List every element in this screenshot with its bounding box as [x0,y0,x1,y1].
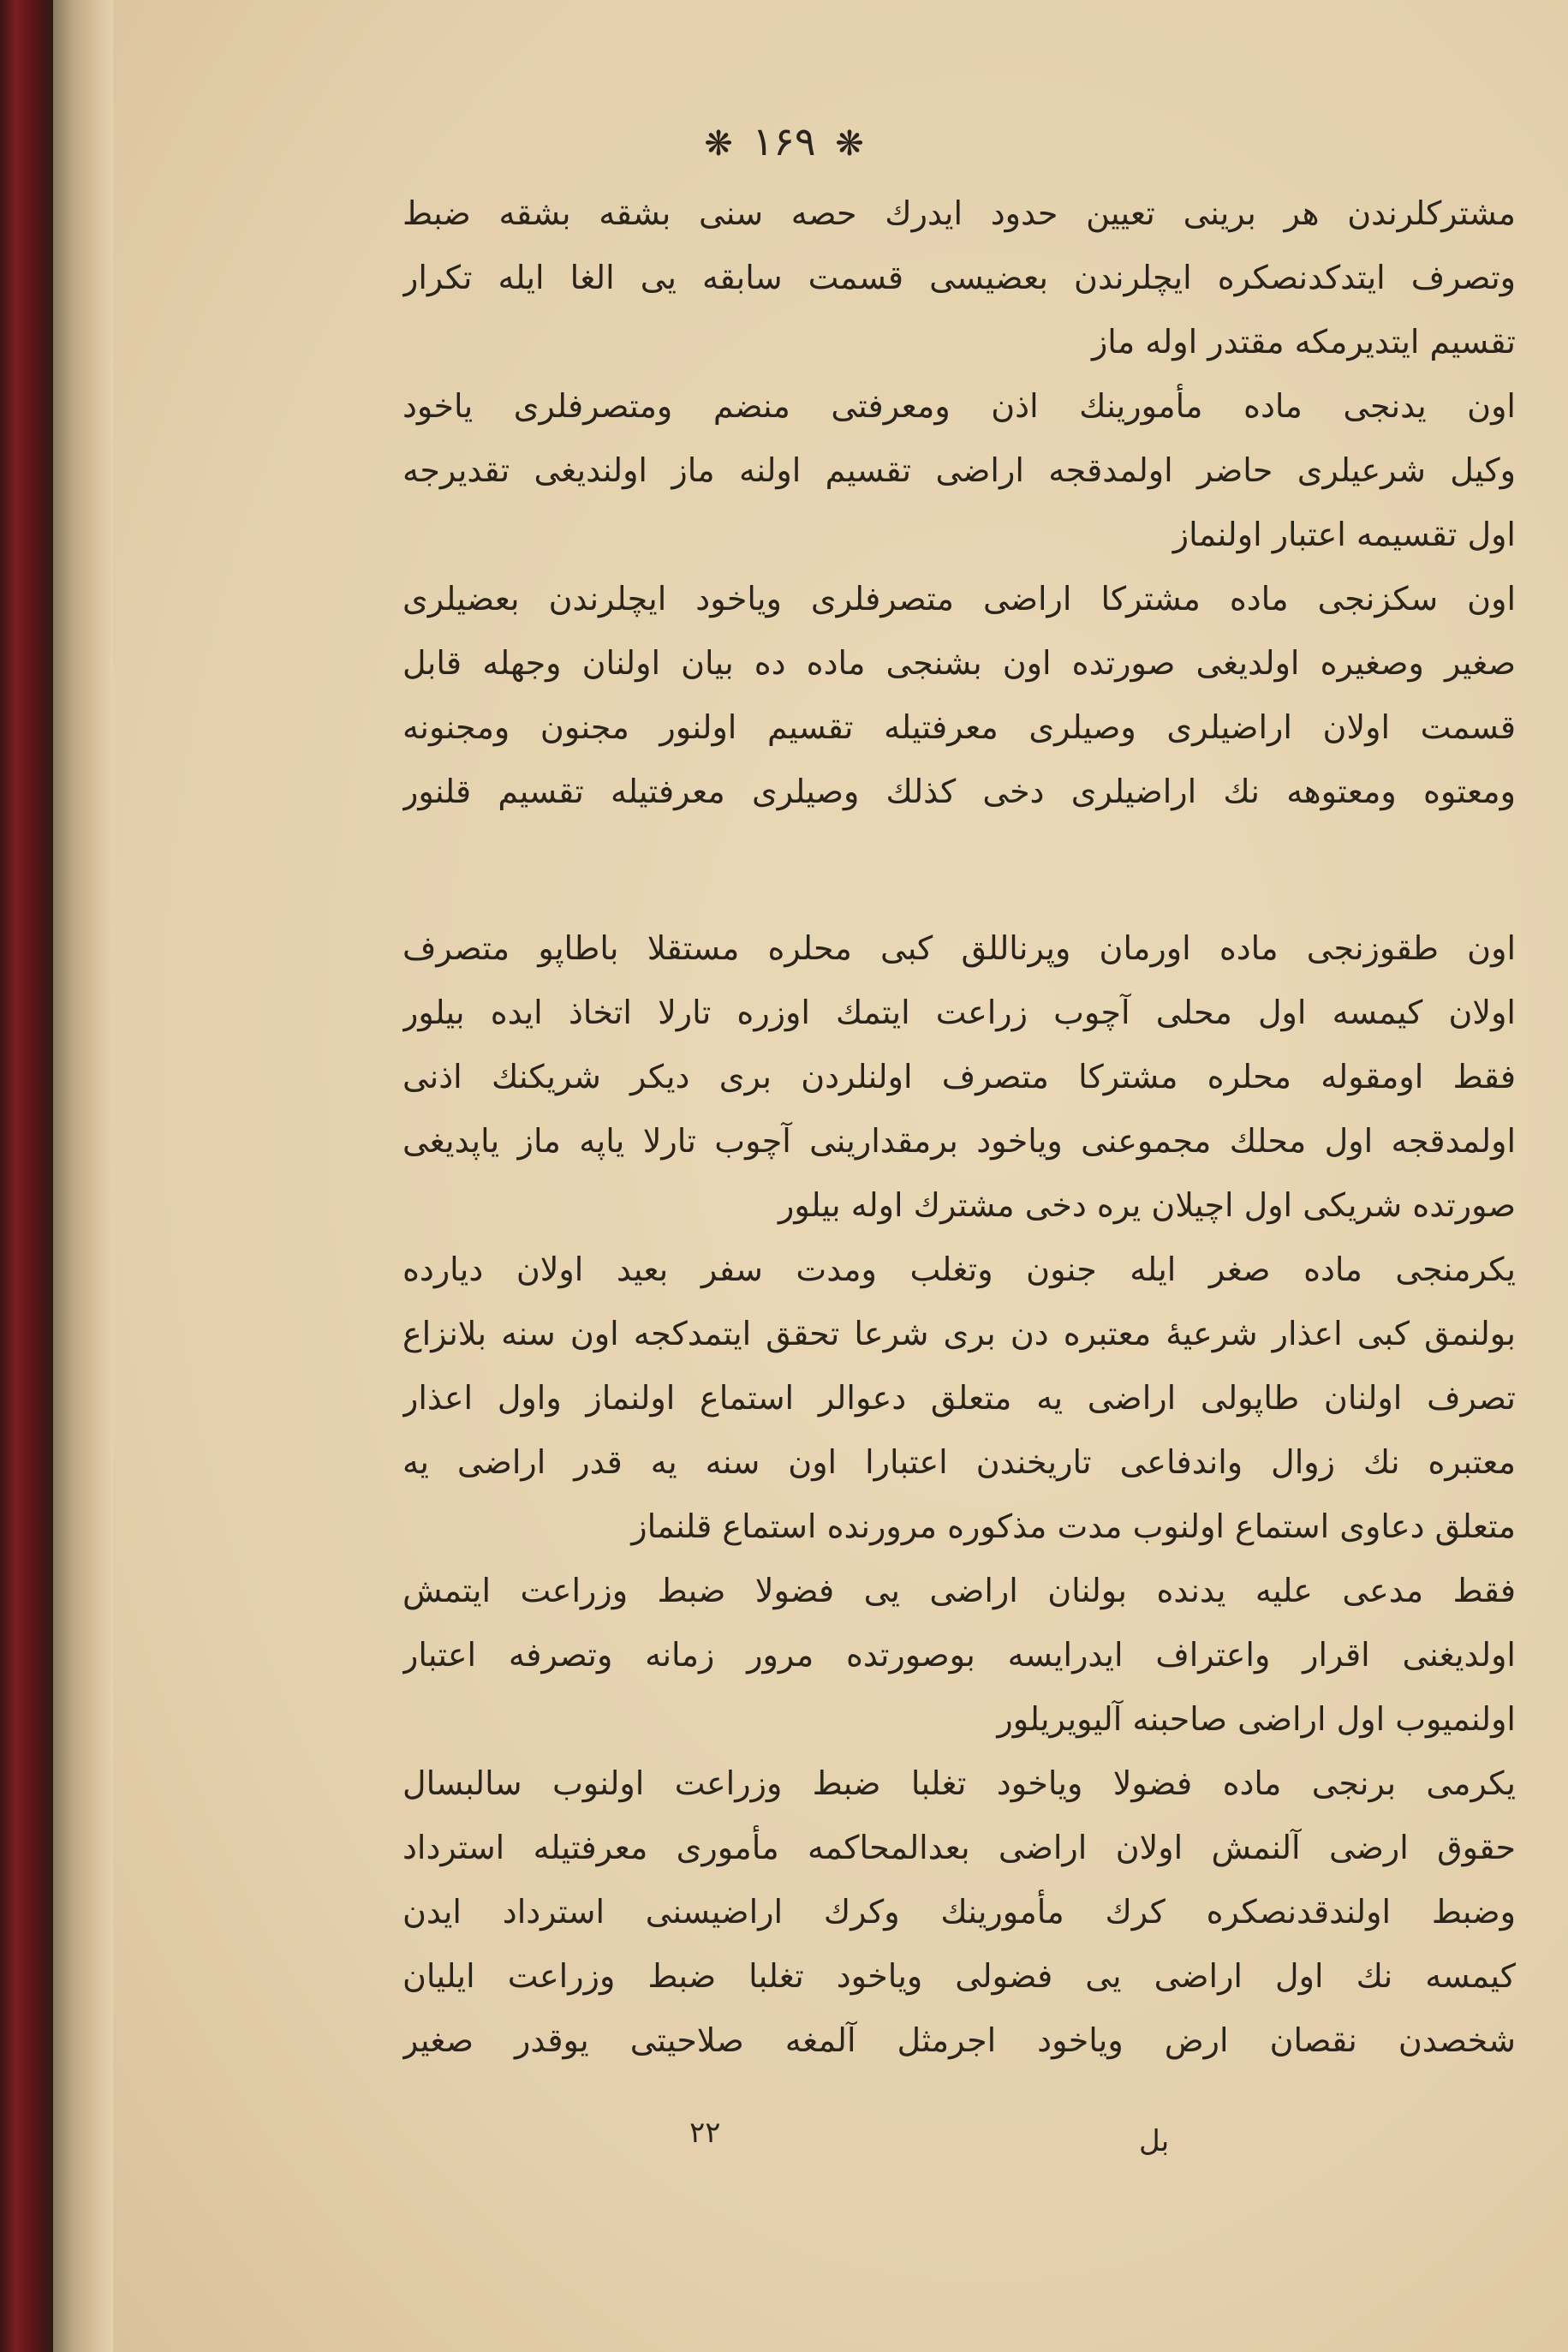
signature-mark: ۲۲ [689,2116,721,2150]
text-line: ومعتوه ومعتوهه نك اراضیلری دخی کذلك وصیلری معرفتیله تقسیم قلنور [402,773,1516,810]
text-line: وتصرف ایتدکدنصکره ایچلرندن بعضیسی قسمت سابقه یی الغا ایله تکرار [402,259,1516,296]
page-number: ۱۶۹ [752,118,816,164]
ornament-icon: ❋ [704,124,733,164]
text-line: مشترکلرندن هر برینی تعیین حدود ایدرك حصه سنی بشقه بشقه ضبط [402,194,1516,232]
book-binding [0,0,53,2352]
text-line: اون سکزنجی ماده مشترکا اراضی متصرفلری ویاخود ایچلرندن بعضیلری [402,580,1516,618]
text-line: اون طقوزنجی ماده اورمان وپرناللق کبی محلره مستقلا باطاپو متصرف [402,929,1516,967]
text-line: یکرمنجی ماده صغر ایله جنون وتغلب ومدت سفر بعید اولان دیارده [402,1251,1516,1288]
catchword: بل [1139,2124,1170,2158]
text-line: شخصدن نقصان ارض ویاخود اجرمثل آلمغه صلاحیتی یوقدر صغیر [402,2021,1516,2059]
ornament-icon: ❋ [835,124,864,164]
text-line: حقوق ارضی آلنمش اولان اراضی بعدالمحاکمه مأموری معرفتیله استرداد [402,1829,1516,1866]
text-line: قسمت اولان اراضیلری وصیلری معرفتیله تقسیم اولنور مجنون ومجنونه [402,708,1516,746]
text-line: اولنمیوب اول اراضی صاحبنه آلیویریلور [997,1700,1516,1738]
text-line: صغیر وصغیره اولدیغی صورتده اون بشنجی ماده ده بیان اولنان وجهله قابل [402,644,1516,682]
text-line: معتبره نك زوال واندفاعی تاریخندن اعتبارا اون سنه یه قدر اراضی یه [402,1443,1516,1481]
text-line: فقط اومقوله محلره مشترکا متصرف اولنلردن بری دیکر شریکنك اذنی [402,1058,1516,1095]
text-line: تصرف اولنان طاپولی اراضی یه متعلق دعوالر استماع اولنماز واول اعذار [402,1379,1516,1417]
text-line: وکیل شرعیلری حاضر اولمدقجه اراضی تقسیم اولنه ماز اولندیغی تقدیرجه [402,451,1516,489]
text-line: اولدیغنی اقرار واعتراف ایدرایسه بوصورتده مرور زمانه وتصرفه اعتبار [402,1636,1516,1674]
text-line: اولمدقجه اول محلك مجموعنی ویاخود برمقدارینی آچوب تارلا یاپه ماز یاپدیغی [402,1122,1516,1160]
text-line: فقط مدعی علیه یدنده بولنان اراضی یی فضولا ضبط وزراعت ایتمش [402,1572,1516,1609]
text-line: یکرمی برنجی ماده فضولا ویاخود تغلبا ضبط وزراعت اولنوب سالبسال [402,1764,1516,1802]
text-line: تقسیم ایتدیرمکه مقتدر اوله ماز [1091,323,1516,361]
text-line: اولان کیمسه اول محلی آچوب زراعت ایتمك اوزره تارلا اتخاذ ایده بیلور [402,994,1516,1031]
page-header [0,118,1568,164]
text-line: اول تقسیمه اعتبار اولنماز [1172,516,1516,553]
text-block-1 [402,182,1516,824]
text-line: وضبط اولندقدنصکره کرك مأمورینك وکرك اراضیسنی استرداد ایدن [402,1893,1516,1931]
text-line: صورتده شریکی اول اچیلان یره دخی مشترك اوله بیلور [778,1186,1516,1224]
text-line: اون یدنجی ماده مأمورینك اذن ومعرفتی منضم ومتصرفلری یاخود [402,387,1516,425]
page-gutter [53,0,113,2352]
text-line: متعلق دعاوی استماع اولنوب مدت مذکوره مرورنده استماع قلنماز [631,1507,1516,1545]
text-line: بولنمق کبی اعذار شرعیهٔ معتبره دن بری شرعا تحقق ایتمدکجه اون سنه بلانزاع [402,1315,1516,1352]
text-block-2 [402,916,1516,2073]
text-line: کیمسه نك اول اراضی یی فضولی ویاخود تغلبا ضبط وزراعت ایلیان [402,1957,1516,1995]
